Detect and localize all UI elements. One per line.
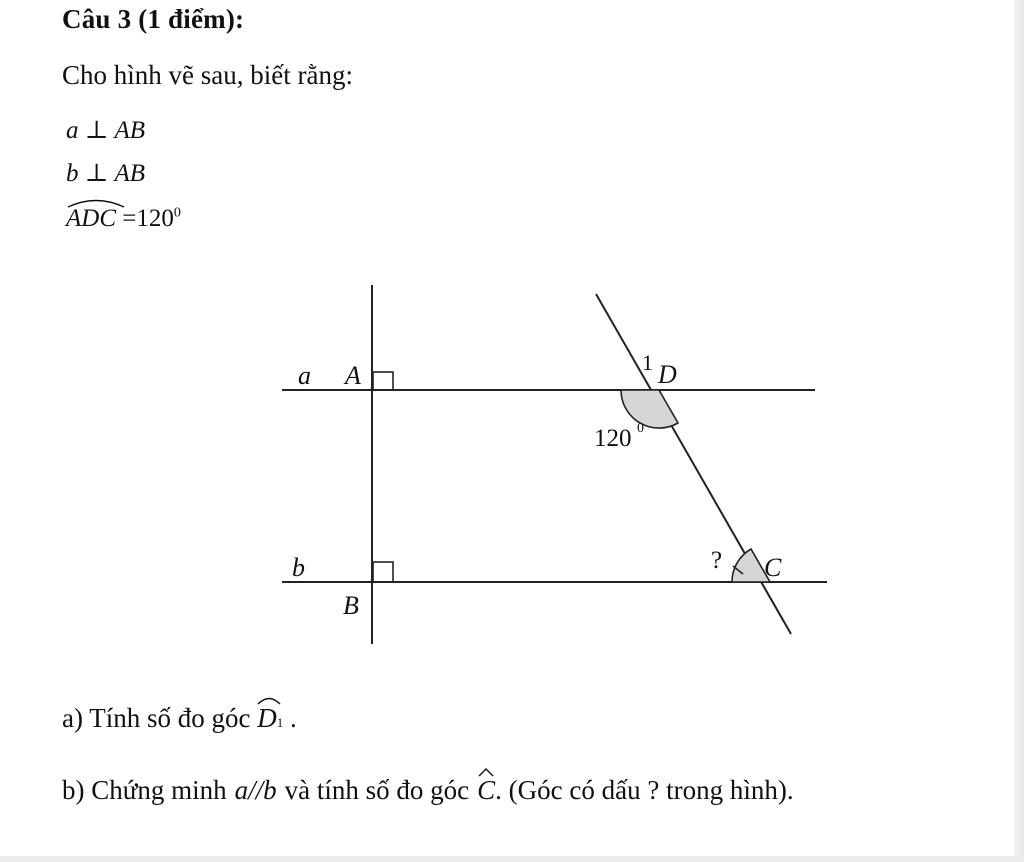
right-angle-a-icon [373,372,393,390]
label-angle-index: 1 [642,350,653,375]
question-a-prefix: a) Tính số đo góc [62,703,251,733]
question-a-angle-sub: 1 [276,715,284,730]
label-point-b: B [343,591,359,620]
question-b-relation: a//b [234,775,277,805]
given-1-symbol: ⊥ [84,117,109,144]
given-2-symbol: ⊥ [84,160,109,187]
given-1-left: a [66,117,79,144]
question-a-suffix: . [289,703,297,733]
label-angle-value: 120 [594,425,632,452]
given-a-perp-ab [66,115,145,145]
angle-arc-icon [257,695,281,705]
geometry-figure [270,280,840,650]
right-angle-b-icon [373,562,393,582]
label-angle-degree: 0 [637,421,644,436]
label-unknown-angle: ? [711,547,723,574]
question-b [62,775,794,806]
question-b-middle: và tính số đo góc [284,775,470,805]
question-b-suffix: . (Góc có dấu ? trong hình). [495,775,794,805]
given-3-value: 120 [136,205,174,232]
label-line-a: a [298,361,311,390]
given-angle-adc [66,205,181,233]
given-3-angle: ADC [66,205,116,232]
given-3-eq: = [122,205,137,232]
problem-intro: Cho hình vẽ sau, biết rằng: [62,60,353,90]
problem-heading: Câu 3 (1 điểm): [62,4,245,34]
label-line-b: b [292,553,305,582]
hat-icon [477,767,495,777]
question-b-angle-letter: C [477,775,496,805]
page-right-edge [1014,0,1024,862]
page-bottom-edge [0,856,1024,862]
label-point-d: D [658,360,677,389]
given-b-perp-ab [66,158,145,188]
given-1-right: AB [114,117,146,144]
question-a [62,703,297,734]
question-a-angle [257,703,283,734]
question-b-angle [477,775,495,806]
angle-d-sector-icon [621,390,678,428]
given-3-degree: 0 [173,205,181,221]
angle-adc-notation [66,205,116,233]
angle-arc-icon [66,196,126,208]
label-point-c: C [764,553,782,582]
given-2-right: AB [114,160,146,187]
given-2-left: b [66,160,79,187]
question-b-prefix: b) Chứng minh [62,775,227,805]
question-a-angle-letter: D [257,703,277,733]
label-point-a: A [345,361,361,390]
